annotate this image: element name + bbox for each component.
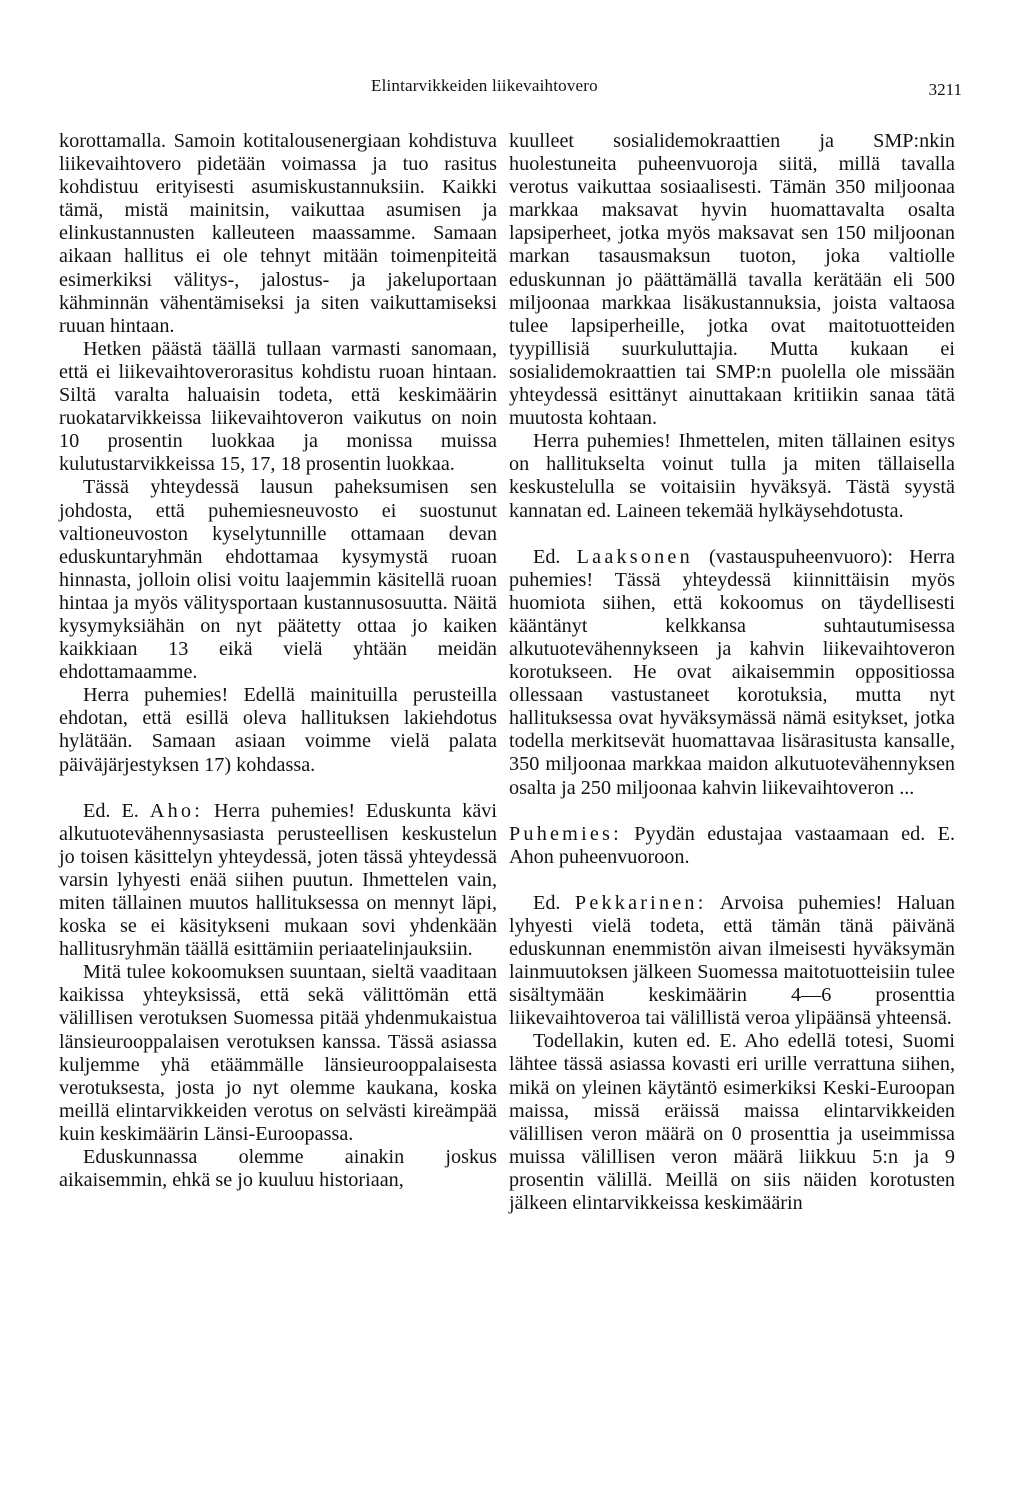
speech-laaksonen bbox=[509, 546, 955, 800]
speaker-title: Ed. E. bbox=[83, 799, 139, 822]
speaker-name: Pekkarinen: bbox=[574, 891, 707, 914]
speech-pekkarinen bbox=[509, 892, 955, 1031]
speech-text: Arvoisa puhemies! Haluan lyhyesti vielä todeta, että tämän tänä päivänä eduskunnan enemmistön aivan ilmeisesti hyväksymän lainmuutoksen jälkeen Suomessa maitotuotteisiin tulee sisältymään keskimäärin 4—6 prosenttia liikevaihtoveroa tai välillistä veroa ylipäänsä yhteensä. bbox=[509, 891, 955, 1030]
paragraph: Tässä yhteydessä lausun paheksumisen sen johdosta, että puhemiesneuvosto ei suostunut valtioneuvoston kyselytunnille ottamaan devan eduskuntaryhmän ehdottamaa kysymystä ruoan hinnasta, jolloin olisi voitu laajemmin käsitellä ruoan hintaa ja myös välitysportaan kustannusosuutta. Näitä kysymyksiähän on nyt päätetty ottaa jo kaiken kaikkiaan 13 eikä vielä yhtään meidän ehdottamaamme. bbox=[59, 476, 497, 684]
speaker-title: Ed. bbox=[533, 545, 561, 568]
page-number: 3211 bbox=[928, 80, 962, 99]
speech-text: Pyydän edustajaa vastaamaan ed. E. Ahon puheenvuoroon. bbox=[509, 822, 955, 868]
speaker-name: Laaksonen bbox=[576, 545, 693, 568]
speaker-title: Ed. bbox=[533, 891, 561, 914]
paragraph: kuulleet sosialidemokraattien ja SMP:nkin huolestuneita puheenvuoroja siitä, millä tavalla verotus vaikuttaa sosiaalisesti. Tämän 350 miljoonaa markkaa maksavat hyvin huomattavalta osalta lapsiperheet, jotka myös maksavat sen 150 miljoonan markan tasausmaksun tuoton, joka valtiolle eduskunnan jo päättämällä tavalla kerätään eli 500 miljoonaa markkaa lisäkustannuksia, joista valtaosa tulee lapsiperheille, jotka ovat maitotuotteiden tyypillisiä suurkuluttajia. Mutta kukaan ei sosialidemokraattien tai SMP:n puolella ole missään yhteydessä esittänyt ainuttakaan kritiikin sanaa tätä muutosta kohtaan. bbox=[509, 130, 955, 430]
paragraph: Mitä tulee kokoomuksen suuntaan, sieltä vaaditaan kaikissa yhteyksissä, että sekä välittömän että välillisen verotuksen Suomessa pitää yhdenmukaistua länsieurooppalaisen verotuksen kanssa. Tässä asiassa kuljemme yhä etäämmälle länsieurooppalaisesta verotuksesta, josta jo nyt olemme kaukana, koska meillä elintarvikkeiden verotus on selvästi kireämpää kuin keskimäärin Länsi-Euroopassa. bbox=[59, 961, 497, 1145]
paragraph: Hetken päästä täällä tullaan varmasti sanomaan, että ei liikevaihtoverorasitus kohdistu ruoan hintaan. Siltä varalta haluaisin todeta, että keskimäärin ruokatarvikkeissa liikevaihtoveron vaikutus on noin 10 prosentin luokkaa ja monissa muissa kulutustarvikkeissa 15, 17, 18 prosentin luokkaa. bbox=[59, 337, 497, 476]
speech-aho bbox=[59, 800, 497, 962]
paragraph: Herra puhemies! Ihmettelen, miten tällainen esitys on hallitukselta voinut tulla ja miten tällaisella keskustelulla se voitaisiin hyväksyä. Tästä syystä kannatan ed. Laineen tekemää hylkäysehdotusta. bbox=[509, 430, 955, 522]
paragraph: Todellakin, kuten ed. E. Aho edellä totesi, Suomi lähtee tässä asiassa kovasti eri urille verrattuna siihen, mikä on yleinen käytäntö esimerkiksi Keski-Euroopan maissa, missä eräissä maissa elintarvikkeiden välillisen veron määrä on 0 prosenttia ja useimmissa muissa välillisen veron määrä liikkuu 5:n ja 9 prosentin välillä. Meillä on siis näiden korotusten jälkeen elintarvikkeissa keskimäärin bbox=[509, 1030, 955, 1215]
speaker-name: Aho: bbox=[149, 799, 204, 822]
left-column bbox=[59, 130, 497, 1192]
running-header-title: Elintarvikkeiden liikevaihtovero bbox=[371, 76, 598, 95]
speech-text: (vastauspuheenvuoro): Herra puhemies! Tässä yhteydessä kiinnittäisin myös huomiota siihen, että kokoomus on täydellisesti kääntänyt kelkkansa suhtautumisessa alkutuotevähennykseen ja kahvin liikevaihtoveron korotukseen. He ovat aikaisemmin oppositiossa ollessaan vastustaneet korotuksia, mutta nyt hallituksessa ovat hyväksymässä nämä esitykset, jotka todella merkitsevät huomattavaa lisärasitusta kansalle, 350 miljoonaa markkaa maidon alkutuotevähennyksen osalta ja 250 miljoonaa kahvin liikevaihtoveron ... bbox=[509, 545, 956, 799]
paragraph: Herra puhemies! Edellä mainituilla perusteilla ehdotan, että esillä oleva hallituksen lakiehdotus hylätään. Samaan asiaan voimme vielä palata päiväjärjestyksen 17) kohdassa. bbox=[59, 684, 497, 776]
speech-puhemies bbox=[509, 823, 955, 869]
speaker-name: Puhemies: bbox=[509, 822, 622, 845]
speech-text: Herra puhemies! Eduskunta kävi alkutuotevähennysasiasta perusteellisen keskustelun jo toisen käsittelyn yhteydessä, joten tässä yhteydessä varsin lyhyesti enää siihen puutun. Ihmettelen vain, miten tällainen muutos hallituksessa on mennyt läpi, koska se ei käsitykseni mukaan sovi yhdenkään hallitusryhmän täällä esittämiin periaatelinjauksiin. bbox=[59, 799, 498, 961]
right-column bbox=[509, 130, 955, 1215]
paragraph: korottamalla. Samoin kotitalousenergiaan kohdistuva liikevaihtovero pidetään voimassa ja tuo rasitus kohdistuu erityisesti asumiskustannuksiin. Kaikki tämä, mistä mainitsin, vaikuttaa asumisen ja elinkustannusten kalleuteen maassamme. Samaan aikaan hallitus ei ole tehnyt mitään toimenpiteitä esimerkiksi välitys-, jalostus- ja jakeluportaan kähminnän vähentämiseksi ja siten vaikuttamiseksi ruuan hintaan. bbox=[59, 130, 497, 337]
paragraph: Eduskunnassa olemme ainakin joskus aikaisemmin, ehkä se jo kuuluu historiaan, bbox=[59, 1146, 497, 1192]
